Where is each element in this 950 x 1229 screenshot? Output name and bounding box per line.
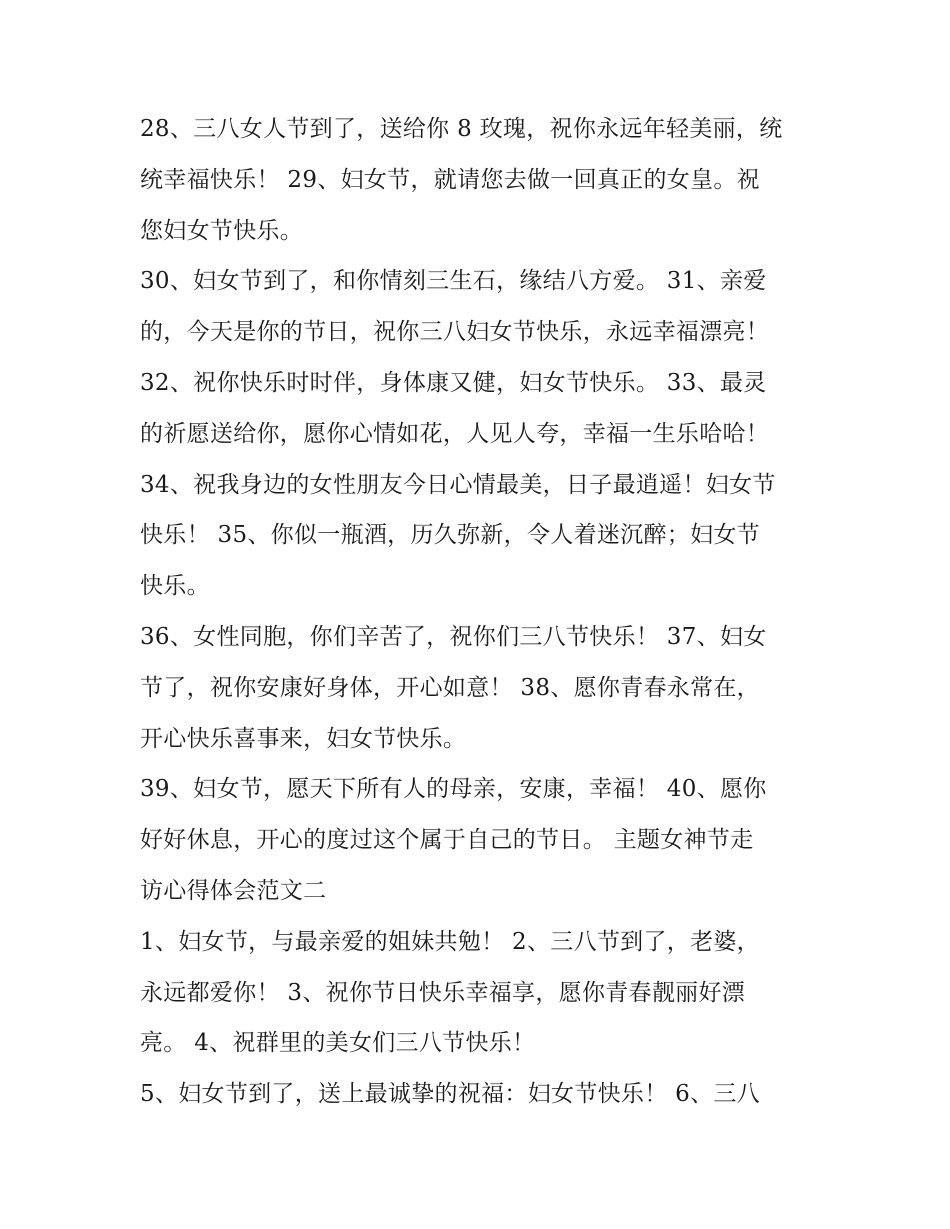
text-line: 快乐。 (140, 573, 210, 600)
text-line: 开心快乐喜事来，妇女节快乐。 (140, 725, 467, 752)
text-line: 统幸福快乐！ 29、妇女节，就请您去做一回真正的女皇。祝 (140, 166, 760, 193)
text-line: 节了，祝你安康好身体，开心如意！ 38、愿你青春永常在， (140, 674, 760, 701)
text-line: 的，今天是你的节日，祝你三八妇女节快乐，永远幸福漂亮！ (140, 319, 770, 346)
text-line: 36、女性同胞，你们辛苦了，祝你们三八节快乐！ 37、妇女 (140, 623, 767, 650)
text-line: 1、妇女节，与最亲爱的姐妹共勉！ 2、三八节到了，老婆， (140, 928, 760, 955)
text-line: 的祈愿送给你，愿你心情如花，人见人夸，幸福一生乐哈哈！ (140, 420, 770, 447)
text-line: 您妇女节快乐。 (140, 217, 304, 244)
text-line: 39、妇女节，愿天下所有人的母亲，安康，幸福！ 40、愿你 (140, 776, 767, 803)
document-body (140, 104, 820, 1120)
text-line: 永远都爱你！ 3、祝你节日快乐幸福享，愿你青春靓丽好漂 (140, 979, 746, 1006)
text-line: 32、祝你快乐时时伴，身体康又健，妇女节快乐。 33、最灵 (140, 369, 767, 396)
text-line: 28、三八女人节到了，送给你 8 玫瑰，祝你永远年轻美丽，统 (140, 116, 783, 142)
text-line: 30、妇女节到了，和你情刻三生石，缘结八方爱。 31、亲爱 (140, 268, 767, 295)
text-line: 34、祝我身边的女性朋友今日心情最美，日子最逍遥！妇女节 (140, 471, 776, 498)
text-line: 快乐！ 35、你似一瓶酒，历久弥新，令人着迷沉醉；妇女节 (140, 522, 760, 549)
text-line: 亮。 4、祝群里的美女们三八节快乐！ (140, 1030, 536, 1057)
text-line: 好好休息，开心的度过这个属于自己的节日。 主题女神节走 (140, 827, 754, 854)
section-heading: 访心得体会范文二 (140, 877, 327, 904)
text-line: 5、妇女节到了，送上最诚挚的祝福：妇女节快乐！ 6、三八 (140, 1081, 760, 1108)
